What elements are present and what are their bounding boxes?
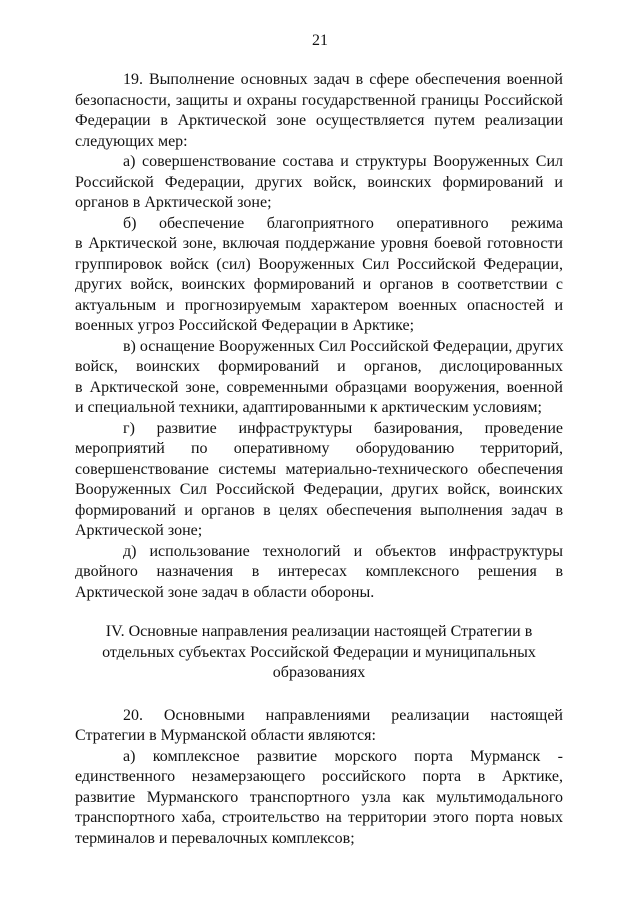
text-line: военных угроз Российской Федерации в Арктике;: [75, 317, 415, 334]
text-line: развитие Мурманского транспортного узла как мультимодального: [75, 788, 563, 806]
text-line: Стратегии в Мурманской области являются:: [75, 727, 376, 744]
text-line: транспортного хаба, строительство на территории этого порта новых: [75, 809, 563, 826]
list-item-v: [75, 337, 563, 419]
heading-line: IV. Основные направления реализации настоящей Стратегии в: [105, 623, 533, 640]
text-line: и специальной техники, адаптированными к арктическим условиям;: [75, 399, 542, 416]
text-line: а) совершенствование состава и структуры Вооруженных Сил: [123, 153, 563, 170]
page-number: 21: [312, 32, 328, 49]
text-line: совершенствование системы материально-технического обеспечения: [75, 460, 563, 478]
document-body: [75, 70, 563, 849]
text-line: в) оснащение Вооруженных Сил Российской Федерации, других: [123, 337, 564, 355]
text-line: формирований и органов в целях обеспечения выполнения задач в: [75, 501, 563, 519]
list-item-b: [75, 214, 563, 337]
text-line: а) комплексное развитие морского порта Мурманск -: [123, 747, 563, 765]
text-line: других войск, воинских формирований и органов в соответствии с: [75, 276, 563, 293]
list-item-a: [75, 152, 563, 214]
section-heading: [75, 622, 563, 684]
text-line: Российской Федерации, других войск, воинских формирований и: [75, 173, 563, 191]
list-item-20a: [75, 747, 563, 850]
text-line: войск, воинских формирований и органов, дислоцированных: [75, 358, 563, 375]
text-line: в Арктической зоне, современными образцами вооружения, военной: [75, 378, 563, 396]
section-spacer: [75, 603, 563, 622]
text-line: терминалов и перевалочных комплексов;: [75, 829, 355, 847]
text-line: 19. Выполнение основных задач в сфере обеспечения военной: [123, 71, 563, 88]
text-line: безопасности, защиты и охраны государственной границы Российской: [75, 91, 563, 109]
text-line: 20. Основными направлениями реализации настоящей: [123, 706, 563, 724]
text-line: Арктической зоне;: [75, 522, 203, 539]
text-line: единственного незамерзающего российского порта в Арктике,: [75, 768, 563, 785]
text-line: группировок войск (сил) Вооруженных Сил Российской Федерации,: [75, 255, 563, 273]
list-item-g: [75, 419, 563, 542]
paragraph-20: [75, 706, 563, 747]
text-line: мероприятий по оперативному оборудованию территорий,: [75, 440, 563, 457]
text-line: Вооруженных Сил Российской Федерации, других войск, воинских: [75, 481, 563, 498]
list-item-d: [75, 542, 563, 604]
heading-line: образованиях: [272, 664, 366, 681]
text-line: Арктической зоне задач в области обороны.: [75, 583, 375, 601]
text-line: актуальным и прогнозируемым характером военных опасностей и: [75, 296, 563, 314]
text-line: органов в Арктической зоне;: [75, 194, 272, 211]
text-line: г) развитие инфраструктуры базирования, проведение: [123, 419, 563, 437]
heading-line: отдельных субъектах Российской Федерации и муниципальных: [102, 643, 536, 661]
text-line: Федерации в Арктической зоне осуществляется путем реализации: [75, 112, 563, 129]
paragraph-19: [75, 70, 563, 152]
text-line: следующих мер:: [75, 132, 188, 150]
text-line: двойного назначения в интересах комплексного решения в: [75, 563, 563, 580]
section-spacer: [75, 684, 563, 706]
text-line: б) обеспечение благоприятного оперативного режима: [123, 214, 563, 232]
text-line: д) использование технологий и объектов инфраструктуры: [123, 542, 563, 560]
text-line: в Арктической зоне, включая поддержание уровня боевой готовности: [75, 235, 563, 252]
